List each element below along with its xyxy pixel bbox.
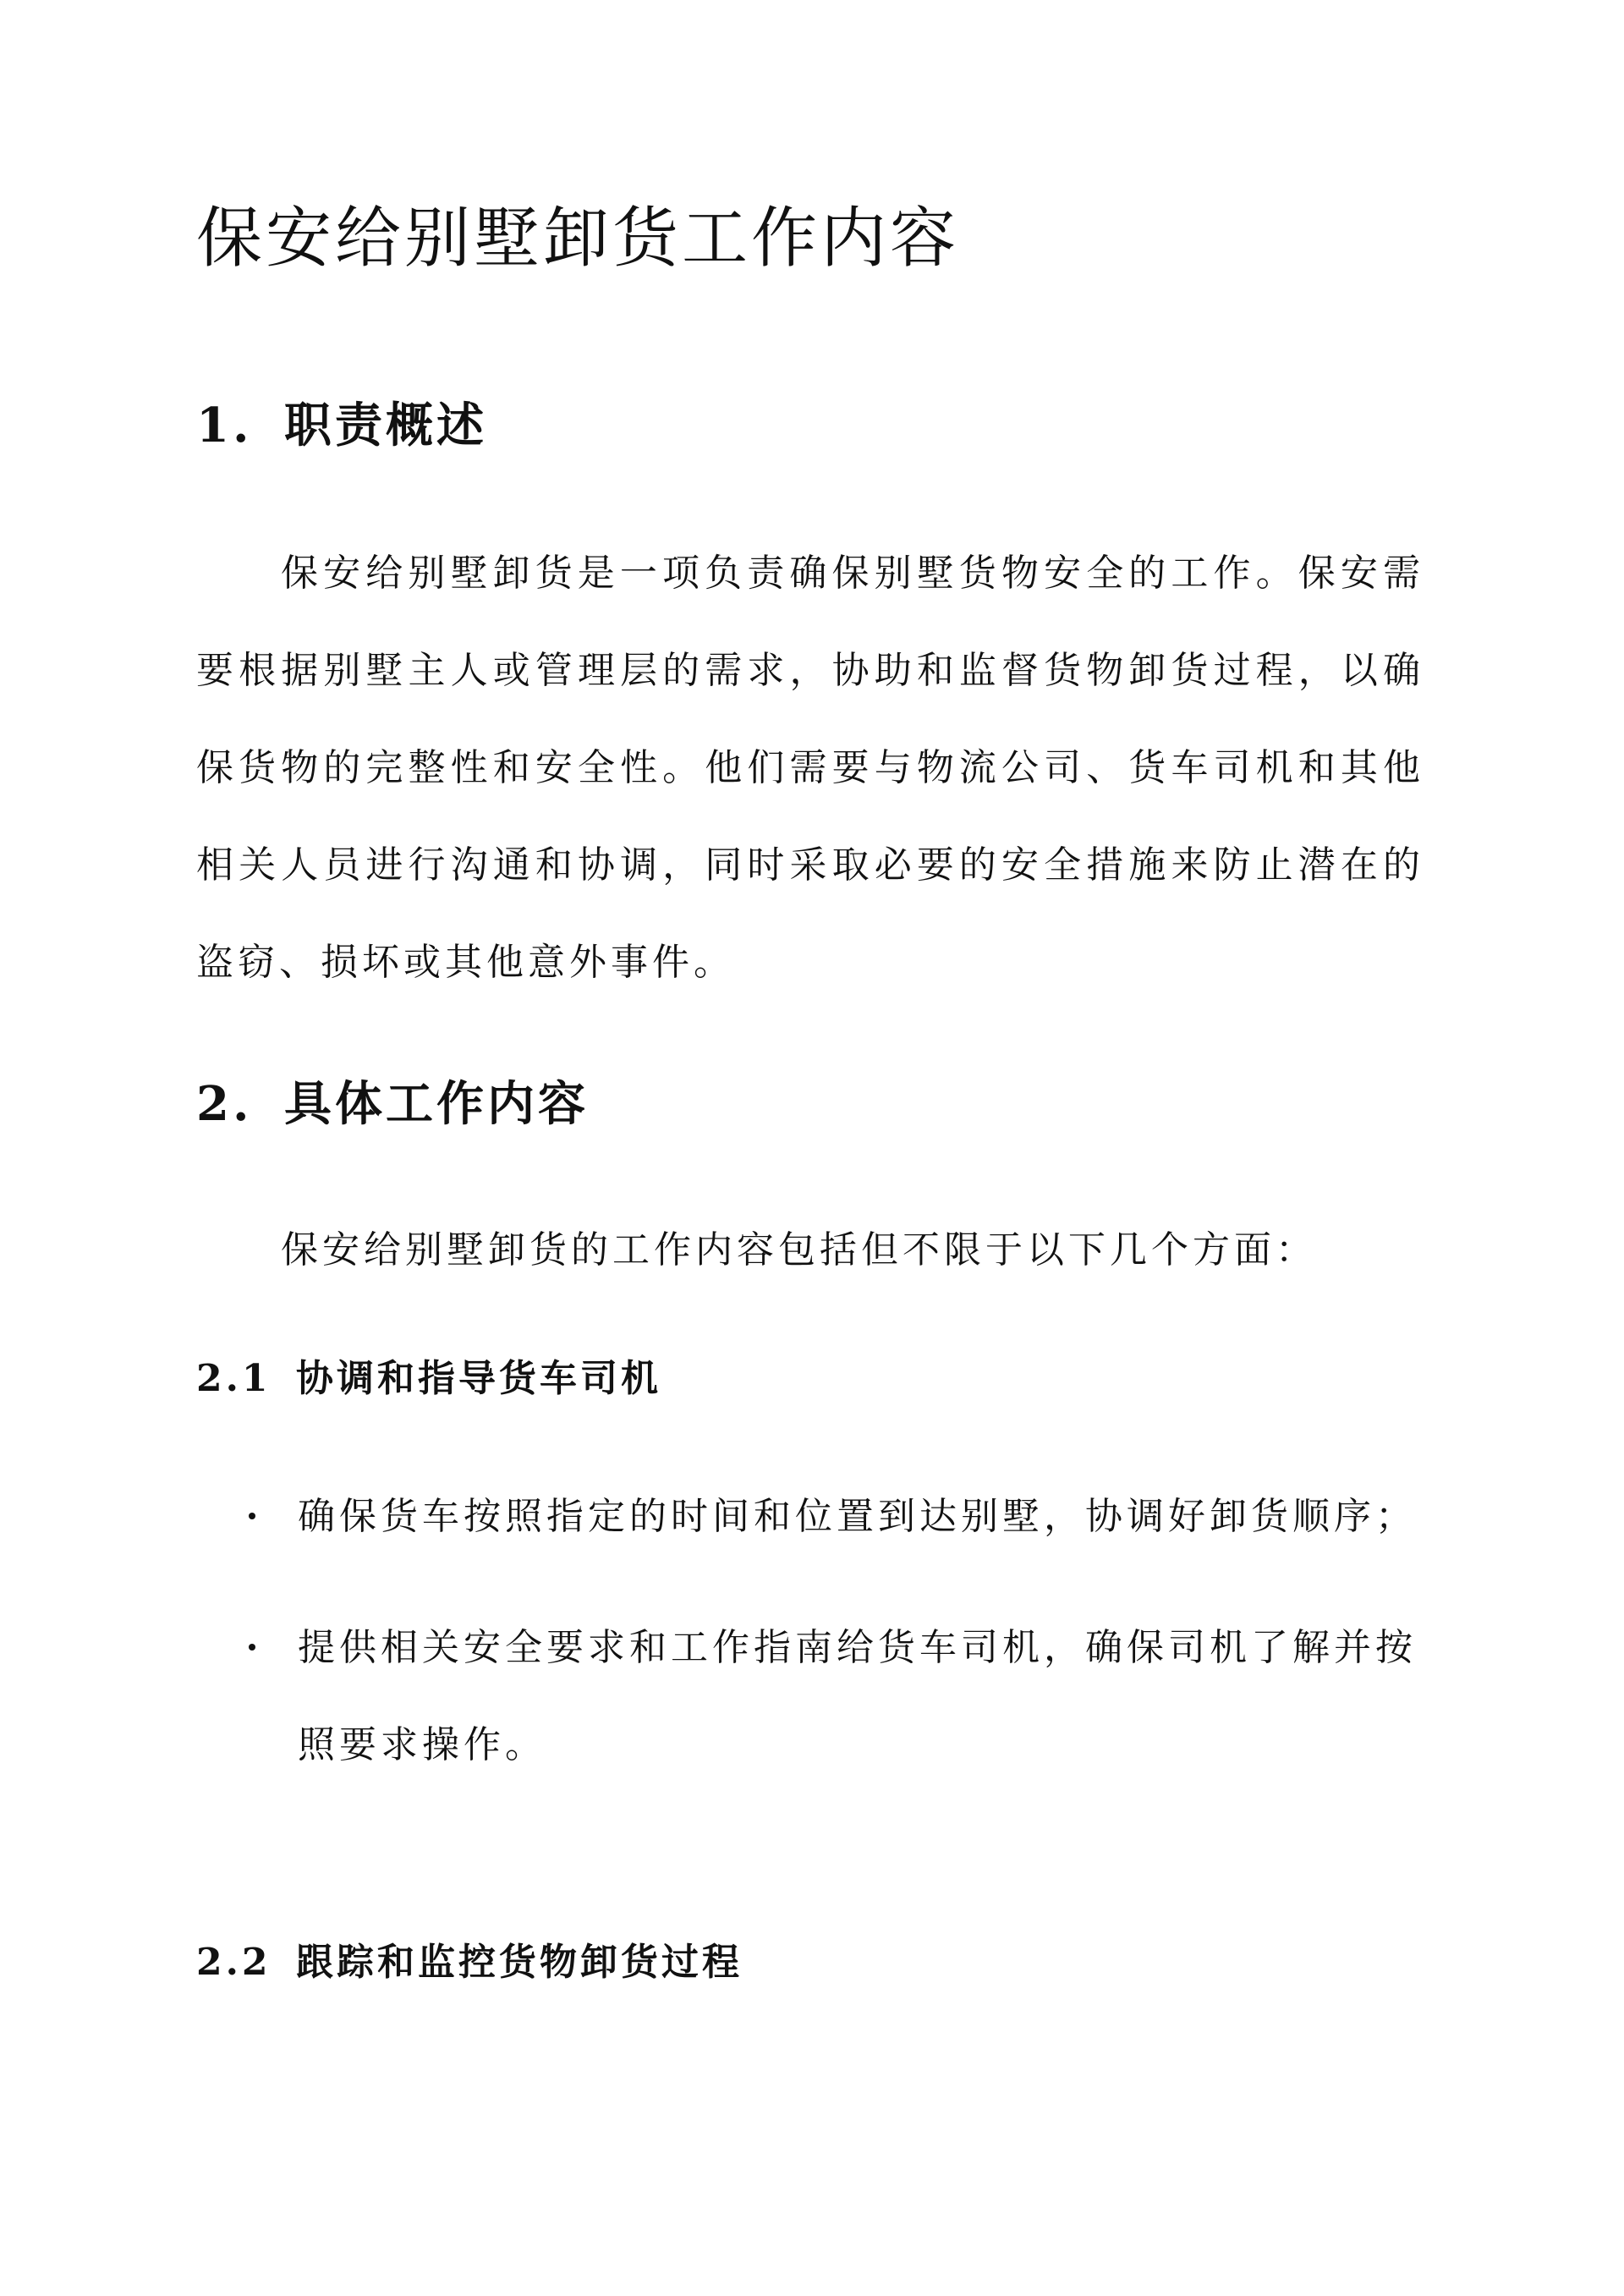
- bullet-icon: [249, 1513, 255, 1519]
- section-2-intro: 保安给别墅卸货的工作内容包括但不限于以下几个方面：: [281, 1228, 1317, 1272]
- subsection-2-2-title: 跟踪和监控货物卸货过程: [296, 1941, 743, 1984]
- subsection-2-1-title: 协调和指导货车司机: [296, 1357, 661, 1400]
- section-1-title: 职责概述: [284, 398, 487, 453]
- document-title: 保安给别墅卸货工作内容: [196, 200, 960, 277]
- subsection-2-2-heading: [196, 1933, 743, 1992]
- list-item-text: 提供相关安全要求和工作指南给货车司机，确保司机了解并按照要求操作。: [298, 1626, 1417, 1766]
- section-1-heading: [196, 392, 487, 459]
- section-2-title: 具体工作内容: [284, 1076, 589, 1132]
- subsection-2-2-number: 2.2: [196, 1941, 272, 1984]
- list-item-text: 确保货车按照指定的时间和位置到达别墅，协调好卸货顺序；: [298, 1495, 1417, 1538]
- list-item: [196, 1468, 1423, 1565]
- section-2-number: 2.: [196, 1076, 253, 1132]
- section-2-heading: [196, 1070, 589, 1138]
- section-1-paragraph: 保安给别墅卸货是一项负责确保别墅货物安全的工作。保安需要根据别墅主人或管理层的需求，协助和监督货物卸货过程，以确保货物的完整性和安全性。他们需要与物流公司、货车司机和其他相关人员进行沟通和协调，同时采取必要的安全措施来防止潜在的盗窃、损坏或其他意外事件。: [196, 552, 1424, 984]
- section-1-number: 1.: [196, 398, 253, 453]
- subsection-2-1-heading: [196, 1349, 661, 1409]
- subsection-2-1-list: [196, 1468, 1423, 1793]
- subsection-2-1-number: 2.1: [196, 1357, 272, 1400]
- bullet-icon: [249, 1644, 255, 1651]
- list-item: [196, 1599, 1423, 1793]
